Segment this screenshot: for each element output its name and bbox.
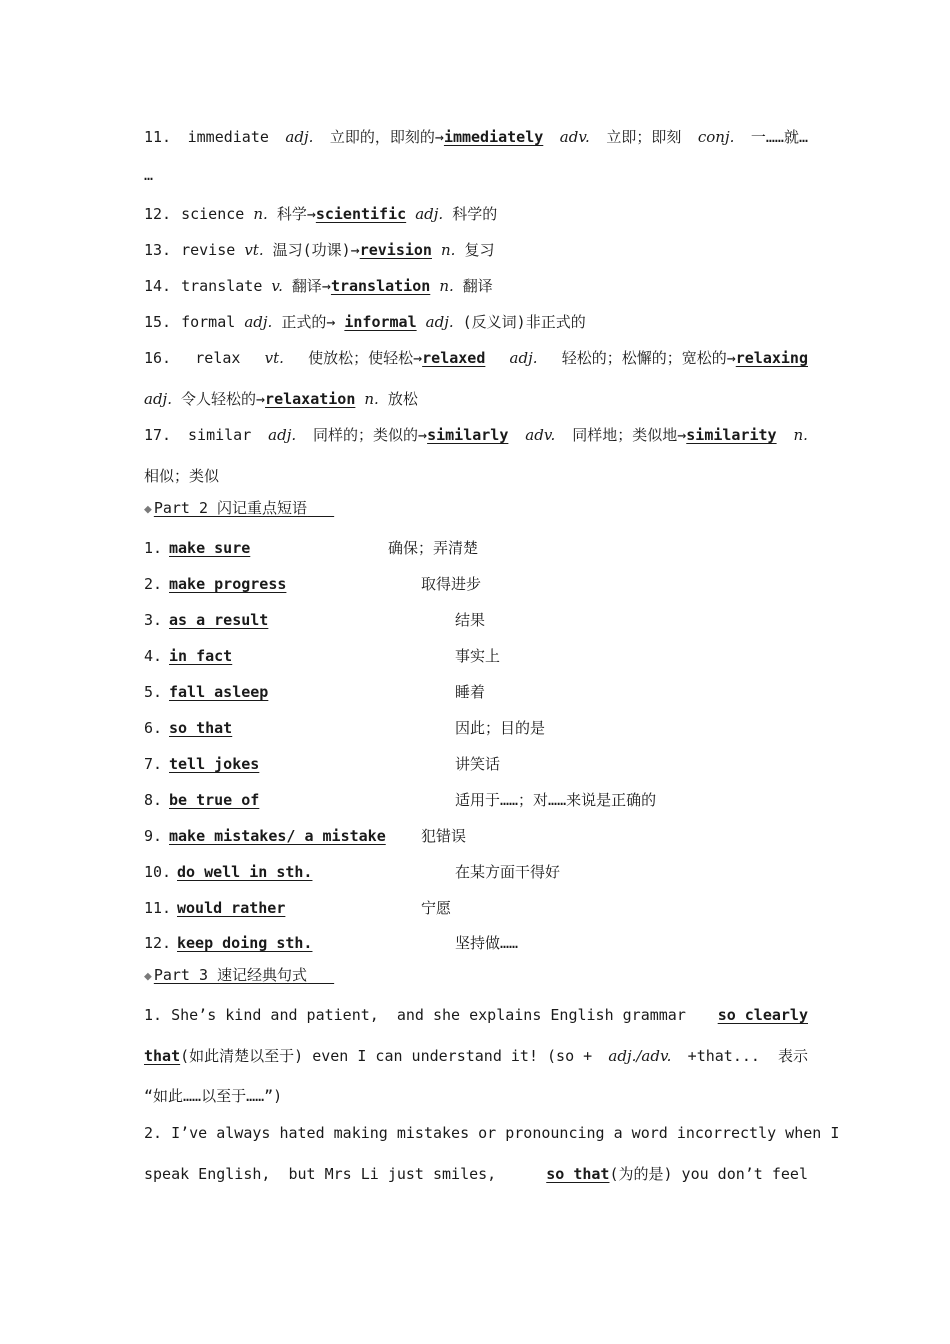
vocab-word: formal (181, 313, 236, 331)
sentence-text: (为的是) you don’t feel (609, 1165, 808, 1183)
phrase-num: 9. (144, 827, 163, 845)
phrase-answer: in fact (169, 647, 233, 665)
phrase-answer: keep doing sth. (177, 934, 313, 952)
vocab-continuation: … (144, 166, 154, 184)
phrase-meaning: 取得进步 (421, 575, 482, 593)
vocab-meaning3: 一……就… (750, 128, 808, 146)
phrase-num: 2. (144, 575, 163, 593)
vocab-item-12 (144, 203, 497, 225)
vocab-answer2: similarity (686, 426, 777, 444)
vocab-pos: vt. (244, 241, 264, 259)
vocab-pos: adj. (244, 313, 273, 331)
phrase-meaning: 事实上 (455, 647, 501, 665)
phrase-answer: so that (169, 719, 233, 737)
vocab-item-15 (144, 311, 586, 333)
sentence-text: 2. I’ve always hated making mistakes or pronouncing a word incorrectly when I (144, 1124, 840, 1142)
vocab-meaning2: 同样地；类似地→ (572, 426, 687, 444)
vocab-answer: translation (330, 277, 431, 295)
sentence-2-line-2 (144, 1163, 808, 1185)
phrase-meaning: 在某方面干得好 (455, 863, 561, 881)
sentence-text: 1. She’s kind and patient, and she explains English grammar (144, 1006, 686, 1024)
sentence-answer: that (144, 1047, 181, 1065)
vocab-meaning: 科学→ (276, 205, 316, 223)
vocab-meaning: 正式的→ (281, 313, 336, 331)
diamond-bullet-icon: ◆ (144, 969, 152, 984)
vocab-item-17 (144, 424, 808, 446)
vocab-item-14 (144, 275, 493, 297)
phrase-meaning: 坚持做…… (455, 934, 519, 952)
section-heading-part2 (144, 497, 334, 521)
phrase-answer: do well in sth. (177, 863, 313, 881)
vocab-meaning2: 放松 (387, 390, 418, 408)
vocab-pos2: n. (439, 277, 454, 295)
sentence-1-line-3: “如此……以至于……”) (144, 1087, 283, 1105)
vocab-word: translate (181, 277, 263, 295)
phrase-num: 3. (144, 611, 163, 629)
phrase-meaning: 结果 (455, 611, 486, 629)
diamond-bullet-icon: ◆ (144, 502, 152, 517)
phrase-num: 8. (144, 791, 163, 809)
vocab-item-16 (144, 347, 808, 369)
vocab-pos2: adj. (425, 313, 454, 331)
sentence-2-line-1 (144, 1122, 840, 1144)
vocab-answer2: relaxing (735, 349, 808, 367)
vocab-pos2: n. (441, 241, 456, 259)
phrase-meaning: 犯错误 (421, 827, 467, 845)
phrase-answer: make sure (169, 539, 251, 557)
vocab-meaning2: 复习 (464, 241, 495, 259)
vocab-answer: similarly (427, 426, 509, 444)
vocab-meaning: 令人轻松的→ (181, 390, 266, 408)
vocab-word: revise (181, 241, 236, 259)
vocab-num: 17. (144, 426, 172, 444)
section-heading-part3 (144, 964, 334, 988)
phrase-num: 1. (144, 539, 163, 557)
vocab-pos: adj. (285, 128, 314, 146)
vocab-meaning: 立即的，即刻的→ (329, 128, 444, 146)
phrase-answer: be true of (169, 791, 260, 809)
phrase-meaning: 因此；目的是 (455, 719, 546, 737)
vocab-pos2: adv. (525, 426, 556, 444)
phrase-num: 5. (144, 683, 163, 701)
phrase-num: 11. (144, 899, 172, 917)
vocab-meaning: 温习(功课)→ (272, 241, 360, 259)
vocab-answer: scientific (315, 205, 407, 223)
sentence-text: +that... 表示 (687, 1047, 808, 1065)
sentence-1-line-2 (144, 1045, 808, 1067)
vocab-pos2: adv. (559, 128, 590, 146)
vocab-pos: n. (253, 205, 268, 223)
vocab-meaning2: 立即；即刻 (606, 128, 682, 146)
phrase-num: 7. (144, 755, 163, 773)
vocab-word: science (181, 205, 245, 223)
vocab-answer: relaxed (422, 349, 486, 367)
vocab-num: 16. (144, 349, 172, 367)
vocab-pos2: adj. (415, 205, 444, 223)
vocab-word: immediate (187, 128, 269, 146)
vocab-meaning2: 轻松的；松懈的；宽松的→ (561, 349, 736, 367)
vocab-meaning2: 翻译 (462, 277, 493, 295)
vocab-answer: informal (344, 313, 417, 331)
phrase-answer: as a result (169, 611, 269, 629)
vocab-num: 14. (144, 277, 172, 295)
vocab-answer: relaxation (265, 390, 356, 408)
sentence-pos: adj./adv. (608, 1047, 672, 1065)
vocab-item-13 (144, 239, 494, 261)
sentence-text: speak English, but Mrs Li just smiles, (144, 1165, 497, 1183)
phrase-answer: fall asleep (169, 683, 269, 701)
vocab-pos3: conj. (697, 128, 735, 146)
phrase-answer: tell jokes (169, 755, 260, 773)
sentence-text: (如此清楚以至于) even I can understand it! (so + (180, 1047, 593, 1065)
section-title: Part 2 闪记重点短语 (153, 499, 308, 517)
vocab-meaning2: (反义词)非正式的 (462, 313, 586, 331)
vocab-num: 13. (144, 241, 172, 259)
vocab-num: 11. (144, 128, 172, 146)
vocab-meaning2: 科学的 (452, 205, 498, 223)
vocab-pos: adj. (268, 426, 297, 444)
phrase-num: 12. (144, 934, 172, 952)
vocab-answer: revision (359, 241, 432, 259)
vocab-word: relax (195, 349, 241, 367)
vocab-pos2: n. (364, 390, 379, 408)
phrase-answer: make progress (169, 575, 287, 593)
phrase-num: 10. (144, 863, 172, 881)
vocab-item-11 (144, 126, 808, 148)
vocab-item-16-cont (144, 388, 418, 410)
phrase-answer: make mistakes/ a mistake (169, 827, 386, 845)
vocab-meaning: 翻译→ (291, 277, 331, 295)
vocab-pos: vt. (264, 349, 284, 367)
vocab-num: 15. (144, 313, 172, 331)
phrase-meaning: 宁愿 (421, 899, 452, 917)
vocab-pos2: adj. (509, 349, 538, 367)
vocab-pos: adj. (144, 390, 172, 408)
sentence-answer: so clearly (717, 1006, 808, 1024)
vocab-meaning: 使放松；使轻松→ (308, 349, 423, 367)
phrase-meaning: 确保；弄清楚 (388, 539, 479, 557)
sentence-answer: so that (546, 1165, 610, 1183)
vocab-pos3: n. (793, 426, 808, 444)
phrase-meaning: 适用于……；对……来说是正确的 (455, 791, 657, 809)
phrase-meaning: 睡着 (455, 683, 486, 701)
vocab-meaning: 同样的；类似的→ (313, 426, 428, 444)
phrase-num: 4. (144, 647, 163, 665)
sentence-1-line-1 (144, 1004, 808, 1026)
vocab-num: 12. (144, 205, 172, 223)
section-title: Part 3 速记经典句式 (153, 966, 308, 984)
vocab-continuation: 相似；类似 (144, 467, 220, 485)
vocab-answer: immediately (443, 128, 544, 146)
phrase-num: 6. (144, 719, 163, 737)
phrase-meaning: 讲笑话 (455, 755, 501, 773)
vocab-word: similar (188, 426, 252, 444)
phrase-answer: would rather (177, 899, 286, 917)
vocab-pos: v. (271, 277, 283, 295)
